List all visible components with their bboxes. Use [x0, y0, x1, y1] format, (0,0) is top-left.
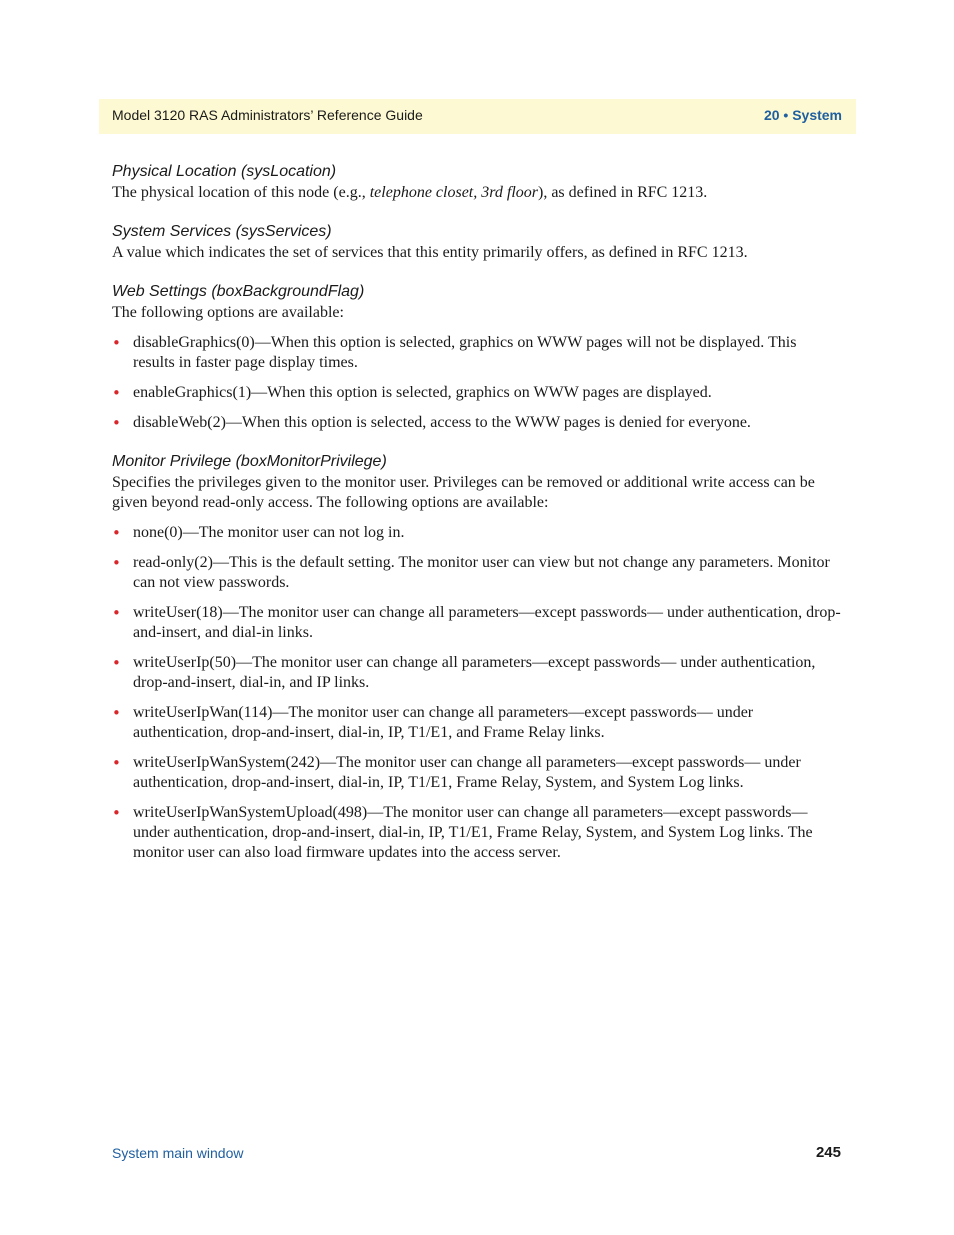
list-item-text: none(0)—The monitor user can not log in. [133, 524, 405, 541]
chapter-label: 20 • System [763, 107, 842, 123]
bullet-icon: • [112, 654, 121, 672]
list-item-text: disableWeb(2)—When this option is selected, access to the WWW pages is denied for everyone. [133, 414, 751, 431]
bullet-icon: • [112, 334, 121, 352]
bullet-list [112, 333, 842, 433]
bullet-list [112, 523, 842, 863]
list-item [112, 553, 842, 593]
bullet-icon: • [112, 754, 121, 772]
bullet-icon: • [112, 704, 121, 722]
section-heading: Web Settings (boxBackgroundFlag) [112, 283, 365, 300]
section-system-services [112, 221, 842, 263]
paragraph-text: The physical location of this node (e.g., [112, 184, 370, 201]
section-web-settings [112, 281, 842, 433]
list-item [112, 703, 842, 743]
footer-section-link[interactable]: System main window [112, 1145, 244, 1161]
section-physical-location [112, 161, 842, 203]
bullet-icon: • [112, 384, 121, 402]
section-heading: Physical Location (sysLocation) [112, 163, 337, 180]
list-item [112, 523, 842, 543]
page-body [112, 161, 842, 863]
section-heading: Monitor Privilege (boxMonitorPrivilege) [112, 453, 387, 470]
list-item-text: writeUserIpWanSystemUpload(498)—The monitor user can change all parameters—except passwords— under authentication, drop-and-insert, dial-in, IP, T1/E1, Frame Relay, System, and System Log links. The monitor user can also load firmware updates into the access server. [133, 804, 813, 861]
paragraph-text: ), as defined in RFC 1213. [537, 184, 708, 201]
list-item-text: read-only(2)—This is the default setting. The monitor user can view but not change any parameters. Monitor can not view passwords. [133, 554, 830, 591]
section-paragraph: A value which indicates the set of services that this entity primarily offers, as defined in RFC 1213. [112, 244, 748, 261]
section-paragraph: The following options are available: [112, 304, 344, 321]
paragraph-emphasis: telephone closet, 3rd floor [369, 184, 538, 201]
list-item [112, 753, 842, 793]
list-item-text: writeUser(18)—The monitor user can change all parameters—except passwords— under authentication, drop-and-insert, and dial-in links. [133, 604, 841, 641]
bullet-icon: • [112, 554, 121, 572]
list-item [112, 603, 842, 643]
section-heading: System Services (sysServices) [112, 223, 332, 240]
section-monitor-privilege [112, 451, 842, 863]
running-header [99, 99, 856, 134]
section-paragraph: Specifies the privileges given to the monitor user. Privileges can be removed or additional write access can be given beyond read-only access. The following options are available: [112, 474, 815, 511]
bullet-icon: • [112, 414, 121, 432]
bullet-icon: • [112, 604, 121, 622]
list-item [112, 803, 842, 863]
document-title: Model 3120 RAS Administrators’ Reference Guide [112, 107, 423, 123]
list-item-text: disableGraphics(0)—When this option is selected, graphics on WWW pages will not be displayed. This results in faster page display times. [133, 334, 797, 371]
list-item-text: writeUserIpWan(114)—The monitor user can change all parameters—except passwords— under authentication, drop-and-insert, dial-in, IP, T1/E1, and Frame Relay links. [133, 704, 754, 741]
bullet-icon: • [112, 524, 121, 542]
page-number: 245 [815, 1144, 841, 1161]
list-item [112, 383, 842, 403]
list-item-text: writeUserIpWanSystem(242)—The monitor user can change all parameters—except passwords— under authentication, drop-and-insert, dial-in, IP, T1/E1, Frame Relay, System, and System Log links. [133, 754, 801, 791]
list-item [112, 413, 842, 433]
list-item [112, 333, 842, 373]
list-item-text: enableGraphics(1)—When this option is selected, graphics on WWW pages are displayed. [133, 384, 712, 401]
bullet-icon: • [112, 804, 121, 822]
list-item [112, 653, 842, 693]
section-paragraph [112, 183, 842, 203]
list-item-text: writeUserIp(50)—The monitor user can change all parameters—except passwords— under authentication, drop-and-insert, dial-in, and IP links. [133, 654, 816, 691]
